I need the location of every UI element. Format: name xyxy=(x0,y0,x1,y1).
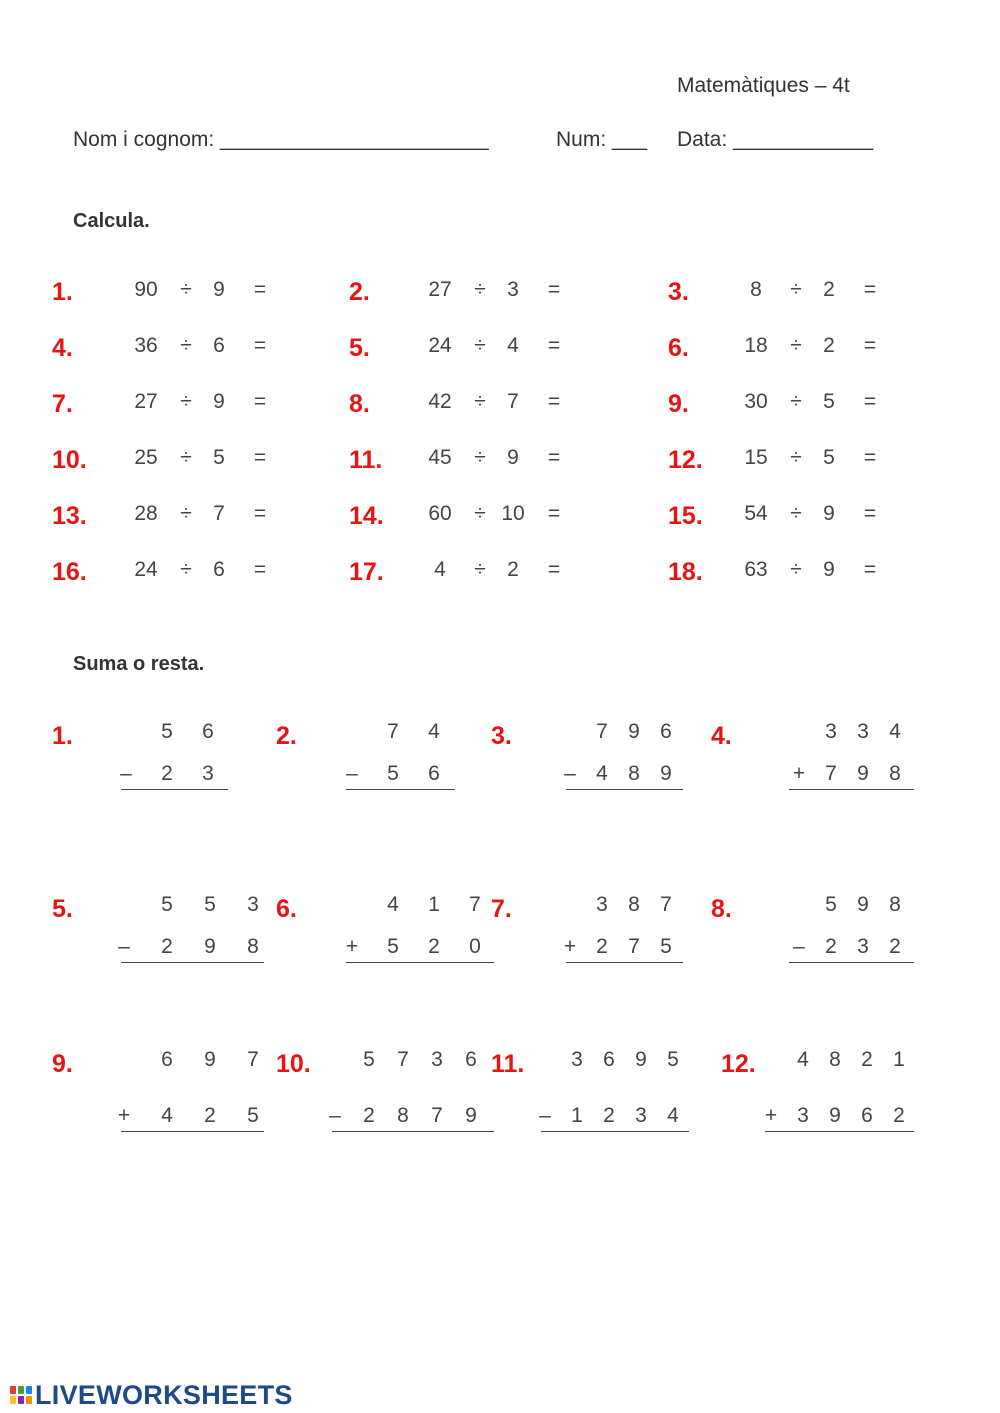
top-digit: 3 xyxy=(431,1048,443,1071)
divide-symbol: ÷ xyxy=(180,334,192,357)
bottom-digit: 5 xyxy=(387,935,399,958)
divide-symbol: ÷ xyxy=(474,278,486,301)
divide-symbol: ÷ xyxy=(790,390,802,413)
addsub-number: 2. xyxy=(276,722,297,750)
answer-input[interactable] xyxy=(276,554,356,584)
result-line xyxy=(789,962,914,963)
division-number: 1. xyxy=(52,278,73,306)
bottom-digit: 7 xyxy=(825,762,837,785)
division-number: 11. xyxy=(349,446,383,474)
top-digit: 4 xyxy=(428,720,440,743)
bottom-digit: 4 xyxy=(596,762,608,785)
divide-symbol: ÷ xyxy=(790,558,802,581)
divide-symbol: ÷ xyxy=(180,390,192,413)
top-digit: 4 xyxy=(797,1048,809,1071)
top-digit: 6 xyxy=(161,1048,173,1071)
divisor: 6 xyxy=(213,334,225,357)
addsub-number: 7. xyxy=(491,895,512,923)
division-number: 7. xyxy=(52,390,73,418)
num-field[interactable]: Num: ___ xyxy=(556,128,648,151)
equals-symbol: = xyxy=(863,334,877,357)
operator-symbol: – xyxy=(120,762,132,785)
answer-input[interactable] xyxy=(276,386,356,416)
top-digit: 3 xyxy=(247,893,259,916)
dividend: 4 xyxy=(434,558,446,581)
operator-symbol: + xyxy=(117,1104,131,1127)
top-digit: 7 xyxy=(397,1048,409,1071)
top-digit: 4 xyxy=(387,893,399,916)
bottom-digit: 6 xyxy=(861,1104,873,1127)
operator-symbol: + xyxy=(563,935,577,958)
top-digit: 6 xyxy=(603,1048,615,1071)
top-digit: 9 xyxy=(628,720,640,743)
operator-symbol: – xyxy=(793,935,805,958)
bottom-digit: 0 xyxy=(469,935,481,958)
top-digit: 6 xyxy=(202,720,214,743)
result-input[interactable] xyxy=(121,796,228,830)
division-number: 15. xyxy=(668,502,703,530)
bottom-digit: 3 xyxy=(635,1104,647,1127)
top-digit: 9 xyxy=(857,893,869,916)
division-number: 8. xyxy=(349,390,370,418)
result-input[interactable] xyxy=(765,1138,914,1172)
bottom-digit: 9 xyxy=(465,1104,477,1127)
division-number: 5. xyxy=(349,334,370,362)
dividend: 24 xyxy=(428,334,452,357)
result-input[interactable] xyxy=(541,1138,689,1172)
equals-symbol: = xyxy=(547,558,561,581)
dividend: 27 xyxy=(134,390,158,413)
bottom-digit: 8 xyxy=(628,762,640,785)
top-digit: 5 xyxy=(667,1048,679,1071)
operator-symbol: – xyxy=(564,762,576,785)
addsub-number: 10. xyxy=(276,1050,311,1078)
divide-symbol: ÷ xyxy=(790,446,802,469)
divide-symbol: ÷ xyxy=(790,502,802,525)
date-field[interactable]: Data: ____________ xyxy=(677,128,874,151)
bottom-digit: 3 xyxy=(202,762,214,785)
result-input[interactable] xyxy=(789,969,914,1003)
bottom-digit: 9 xyxy=(829,1104,841,1127)
name-field[interactable]: Nom i cognom: _______________________ xyxy=(73,128,489,151)
result-input[interactable] xyxy=(121,1138,264,1172)
operator-symbol: – xyxy=(329,1104,341,1127)
dividend: 25 xyxy=(134,446,158,469)
bottom-digit: 2 xyxy=(161,935,173,958)
division-number: 17. xyxy=(349,558,384,586)
division-number: 9. xyxy=(668,390,689,418)
bottom-digit: 2 xyxy=(596,935,608,958)
result-input[interactable] xyxy=(566,969,683,1003)
top-digit: 8 xyxy=(889,893,901,916)
bottom-digit: 8 xyxy=(397,1104,409,1127)
suma-resta-title: Suma o resta. xyxy=(73,653,205,675)
division-number: 6. xyxy=(668,334,689,362)
addsub-number: 11. xyxy=(491,1050,525,1078)
equals-symbol: = xyxy=(253,334,267,357)
bottom-digit: 2 xyxy=(204,1104,216,1127)
equals-symbol: = xyxy=(863,390,877,413)
divisor: 5 xyxy=(213,446,225,469)
result-input[interactable] xyxy=(332,1138,494,1172)
top-digit: 4 xyxy=(889,720,901,743)
bottom-digit: 3 xyxy=(857,935,869,958)
addsub-number: 9. xyxy=(52,1050,73,1078)
answer-input[interactable] xyxy=(886,386,966,416)
division-number: 10. xyxy=(52,446,87,474)
divisor: 2 xyxy=(507,558,519,581)
division-number: 13. xyxy=(52,502,87,530)
dividend: 54 xyxy=(744,502,768,525)
dividend: 63 xyxy=(744,558,768,581)
dividend: 36 xyxy=(134,334,158,357)
result-line xyxy=(121,789,228,790)
bottom-digit: 9 xyxy=(660,762,672,785)
bottom-digit: 2 xyxy=(889,935,901,958)
operator-symbol: + xyxy=(764,1104,778,1127)
addsub-number: 1. xyxy=(52,722,73,750)
result-line xyxy=(121,1131,264,1132)
answer-input[interactable] xyxy=(570,554,650,584)
bottom-digit: 9 xyxy=(204,935,216,958)
bottom-digit: 1 xyxy=(571,1104,583,1127)
division-number: 14. xyxy=(349,502,384,530)
bottom-digit: 7 xyxy=(628,935,640,958)
divide-symbol: ÷ xyxy=(790,334,802,357)
top-digit: 3 xyxy=(571,1048,583,1071)
top-digit: 3 xyxy=(857,720,869,743)
divisor: 9 xyxy=(507,446,519,469)
divide-symbol: ÷ xyxy=(474,502,486,525)
dividend: 90 xyxy=(134,278,158,301)
top-digit: 7 xyxy=(660,893,672,916)
result-line xyxy=(332,1131,494,1132)
operator-symbol: + xyxy=(345,935,359,958)
addsub-number: 3. xyxy=(491,722,512,750)
top-digit: 7 xyxy=(596,720,608,743)
equals-symbol: = xyxy=(253,278,267,301)
top-digit: 3 xyxy=(596,893,608,916)
top-digit: 7 xyxy=(387,720,399,743)
result-line xyxy=(541,1131,689,1132)
bottom-digit: 2 xyxy=(363,1104,375,1127)
bottom-digit: 9 xyxy=(857,762,869,785)
bottom-digit: 5 xyxy=(660,935,672,958)
equals-symbol: = xyxy=(547,334,561,357)
answer-input[interactable] xyxy=(570,386,650,416)
divisor: 5 xyxy=(823,390,835,413)
result-input[interactable] xyxy=(121,969,264,1003)
bottom-digit: 4 xyxy=(667,1104,679,1127)
answer-input[interactable] xyxy=(276,274,356,304)
top-digit: 6 xyxy=(465,1048,477,1071)
divisor: 3 xyxy=(507,278,519,301)
equals-symbol: = xyxy=(863,278,877,301)
operator-symbol: – xyxy=(539,1104,551,1127)
divisor: 5 xyxy=(823,446,835,469)
answer-input[interactable] xyxy=(570,498,650,528)
addsub-number: 8. xyxy=(711,895,732,923)
addsub-number: 5. xyxy=(52,895,73,923)
divide-symbol: ÷ xyxy=(180,558,192,581)
logo-text: LIVEWORKSHEETS xyxy=(35,1379,293,1410)
equals-symbol: = xyxy=(253,502,267,525)
bottom-digit: 8 xyxy=(889,762,901,785)
equals-symbol: = xyxy=(863,558,877,581)
answer-input[interactable] xyxy=(886,274,966,304)
divisor: 7 xyxy=(507,390,519,413)
divide-symbol: ÷ xyxy=(474,334,486,357)
top-digit: 8 xyxy=(829,1048,841,1071)
operator-symbol: – xyxy=(346,762,358,785)
top-digit: 5 xyxy=(161,720,173,743)
subject-title: Matemàtiques – 4t xyxy=(677,74,850,97)
divide-symbol: ÷ xyxy=(474,390,486,413)
logo-blocks-icon xyxy=(10,1386,32,1404)
answer-input[interactable] xyxy=(886,498,966,528)
division-number: 12. xyxy=(668,446,703,474)
divide-symbol: ÷ xyxy=(180,446,192,469)
equals-symbol: = xyxy=(863,502,877,525)
answer-input[interactable] xyxy=(886,330,966,360)
operator-symbol: – xyxy=(118,935,130,958)
result-input[interactable] xyxy=(346,969,494,1003)
answer-input[interactable] xyxy=(570,330,650,360)
answer-input[interactable] xyxy=(276,498,356,528)
answer-input[interactable] xyxy=(886,554,966,584)
bottom-digit: 2 xyxy=(603,1104,615,1127)
top-digit: 7 xyxy=(247,1048,259,1071)
top-digit: 9 xyxy=(635,1048,647,1071)
equals-symbol: = xyxy=(863,446,877,469)
top-digit: 6 xyxy=(660,720,672,743)
divide-symbol: ÷ xyxy=(474,446,486,469)
result-input[interactable] xyxy=(346,796,455,830)
dividend: 15 xyxy=(744,446,768,469)
divide-symbol: ÷ xyxy=(180,502,192,525)
equals-symbol: = xyxy=(253,390,267,413)
equals-symbol: = xyxy=(547,446,561,469)
bottom-digit: 4 xyxy=(161,1104,173,1127)
dividend: 28 xyxy=(134,502,158,525)
equals-symbol: = xyxy=(547,278,561,301)
result-input[interactable] xyxy=(566,796,683,830)
operator-symbol: + xyxy=(792,762,806,785)
equals-symbol: = xyxy=(253,558,267,581)
answer-input[interactable] xyxy=(886,442,966,472)
divisor: 2 xyxy=(823,278,835,301)
divisor: 4 xyxy=(507,334,519,357)
top-digit: 5 xyxy=(204,893,216,916)
result-line xyxy=(789,789,914,790)
divisor: 9 xyxy=(823,502,835,525)
result-line xyxy=(566,962,683,963)
result-line xyxy=(566,789,683,790)
divide-symbol: ÷ xyxy=(474,558,486,581)
bottom-digit: 6 xyxy=(428,762,440,785)
bottom-digit: 2 xyxy=(428,935,440,958)
result-line xyxy=(346,789,455,790)
top-digit: 5 xyxy=(161,893,173,916)
dividend: 18 xyxy=(744,334,768,357)
bottom-digit: 5 xyxy=(247,1104,259,1127)
result-line xyxy=(765,1131,914,1132)
equals-symbol: = xyxy=(253,446,267,469)
division-number: 2. xyxy=(349,278,370,306)
dividend: 8 xyxy=(750,278,762,301)
division-number: 16. xyxy=(52,558,87,586)
bottom-digit: 3 xyxy=(797,1104,809,1127)
division-number: 18. xyxy=(668,558,703,586)
divisor: 6 xyxy=(213,558,225,581)
addsub-number: 12. xyxy=(721,1050,756,1078)
top-digit: 1 xyxy=(893,1048,905,1071)
top-digit: 5 xyxy=(825,893,837,916)
divisor: 9 xyxy=(823,558,835,581)
equals-symbol: = xyxy=(547,390,561,413)
division-number: 4. xyxy=(52,334,73,362)
result-line xyxy=(346,962,494,963)
bottom-digit: 2 xyxy=(825,935,837,958)
division-number: 3. xyxy=(668,278,689,306)
dividend: 45 xyxy=(428,446,452,469)
bottom-digit: 7 xyxy=(431,1104,443,1127)
dividend: 60 xyxy=(428,502,452,525)
divisor: 9 xyxy=(213,390,225,413)
addsub-number: 6. xyxy=(276,895,297,923)
divisor: 2 xyxy=(823,334,835,357)
divide-symbol: ÷ xyxy=(180,278,192,301)
top-digit: 7 xyxy=(469,893,481,916)
liveworksheets-logo xyxy=(10,1378,293,1412)
answer-input[interactable] xyxy=(276,330,356,360)
dividend: 27 xyxy=(428,278,452,301)
divide-symbol: ÷ xyxy=(790,278,802,301)
result-line xyxy=(121,962,264,963)
equals-symbol: = xyxy=(547,502,561,525)
bottom-digit: 5 xyxy=(387,762,399,785)
bottom-digit: 2 xyxy=(161,762,173,785)
addsub-number: 4. xyxy=(711,722,732,750)
result-input[interactable] xyxy=(789,796,914,830)
bottom-digit: 8 xyxy=(247,935,259,958)
divisor: 9 xyxy=(213,278,225,301)
bottom-digit: 2 xyxy=(893,1104,905,1127)
top-digit: 3 xyxy=(825,720,837,743)
top-digit: 2 xyxy=(861,1048,873,1071)
answer-input[interactable] xyxy=(570,274,650,304)
top-digit: 5 xyxy=(363,1048,375,1071)
dividend: 30 xyxy=(744,390,768,413)
top-digit: 8 xyxy=(628,893,640,916)
answer-input[interactable] xyxy=(570,442,650,472)
top-digit: 9 xyxy=(204,1048,216,1071)
top-digit: 1 xyxy=(428,893,440,916)
calcula-title: Calcula. xyxy=(73,210,150,232)
divisor: 10 xyxy=(501,502,525,525)
dividend: 42 xyxy=(428,390,452,413)
dividend: 24 xyxy=(134,558,158,581)
divisor: 7 xyxy=(213,502,225,525)
answer-input[interactable] xyxy=(276,442,356,472)
